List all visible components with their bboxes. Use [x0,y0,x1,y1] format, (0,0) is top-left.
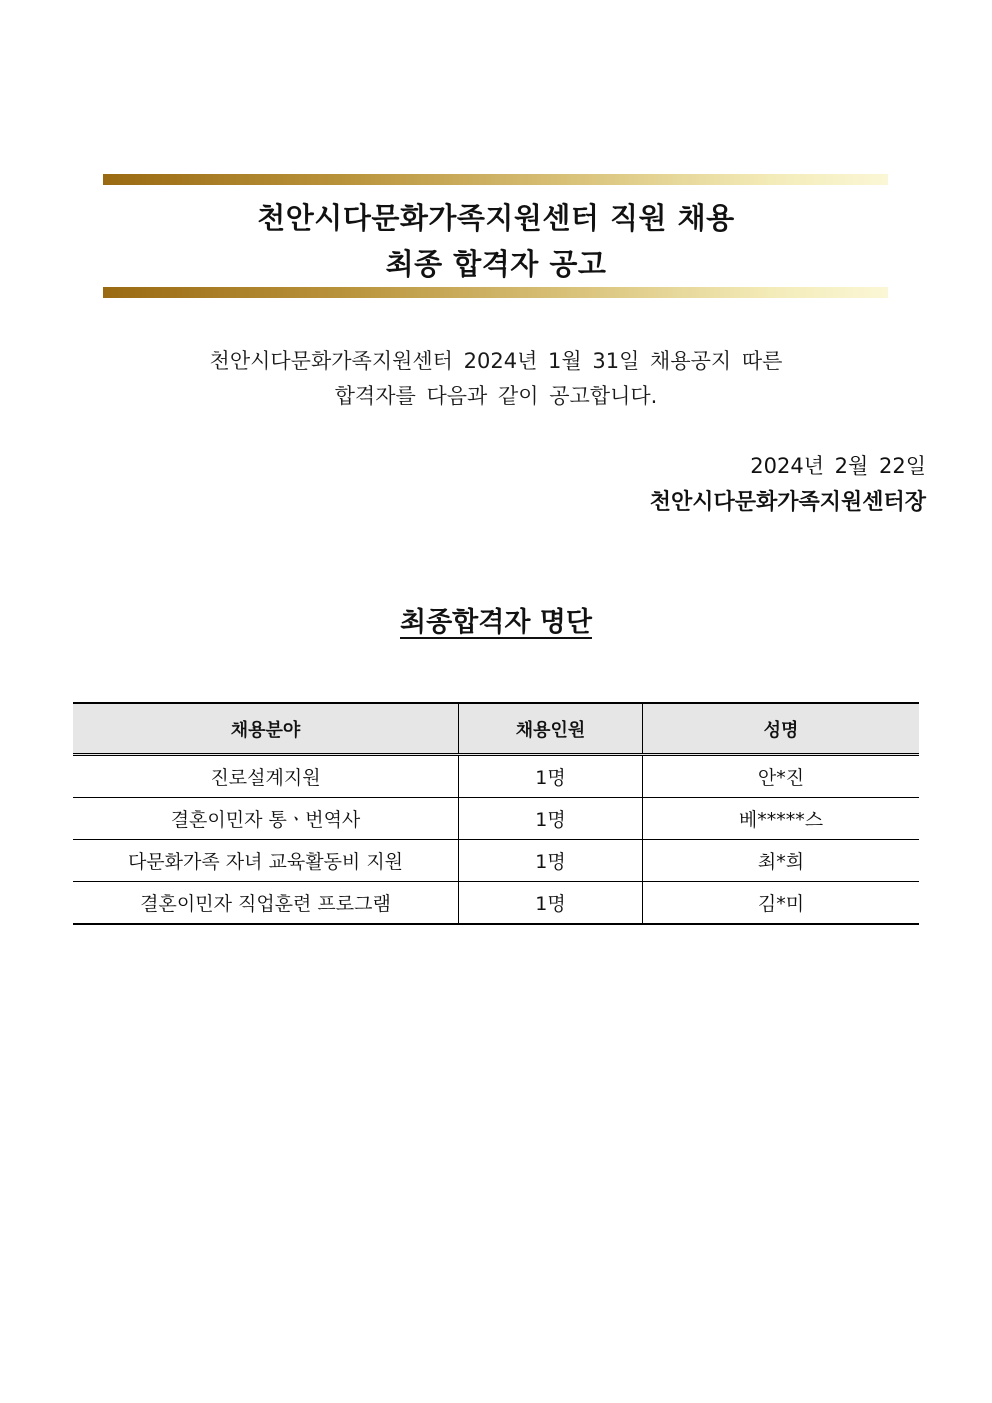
title-top-rule [103,174,888,185]
table-row [73,755,919,798]
list-title [0,600,992,639]
announcement-date: 2024년 2월 22일 [750,454,926,478]
intro-line2: 합격자를 다음과 같이 공고합니다. [334,384,658,408]
list-title-text: 최종합격자 명단 [400,607,592,638]
cell-field: 다문화가족 자녀 교육활동비 지원 [73,840,459,882]
header-count: 채용인원 [459,703,643,755]
page-title-line2: 최종 합격자 공고 [385,247,607,281]
table-header-row [73,703,919,755]
cell-name: 베*****스 [643,798,920,840]
cell-field: 진로설계지원 [73,755,459,798]
page-title-line1: 천안시다문화가족지원센터 직원 채용 [257,201,735,235]
intro-line1: 천안시다문화가족지원센터 2024년 1월 31일 채용공지 따른 [209,349,783,373]
result-table [73,702,919,925]
table-row [73,798,919,840]
cell-field: 결혼이민자 통ㆍ번역사 [73,798,459,840]
table-row [73,840,919,882]
title-bottom-rule [103,287,888,298]
issuer-name: 천안시다문화가족지원센터장 [649,490,926,515]
header-field: 채용분야 [73,703,459,755]
cell-name: 김*미 [643,882,920,925]
cell-count: 1명 [459,882,643,925]
cell-field: 결혼이민자 직업훈련 프로그램 [73,882,459,925]
header-name: 성명 [643,703,920,755]
cell-name: 안*진 [643,755,920,798]
cell-count: 1명 [459,755,643,798]
cell-count: 1명 [459,798,643,840]
cell-name: 최*희 [643,840,920,882]
table-row [73,882,919,925]
cell-count: 1명 [459,840,643,882]
